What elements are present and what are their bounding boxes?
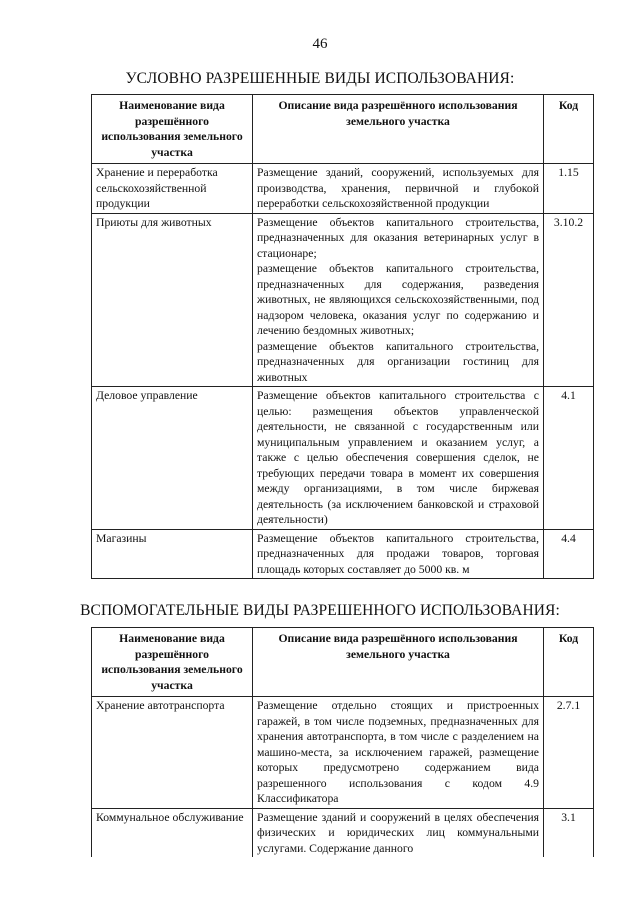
use-name-cell: Деловое управление: [92, 387, 253, 530]
table-row: [92, 529, 594, 579]
use-name-cell: Приюты для животных: [92, 213, 253, 387]
use-name-cell: Коммунальное обслуживание: [92, 808, 253, 857]
description-paragraph: размещение объектов капитального строительства, предназначенных для организации гостиниц для животных: [257, 339, 539, 384]
use-description-cell: [253, 697, 544, 809]
use-description-cell: [253, 387, 544, 530]
header-name: Наименование вида разрешённого использования земельного участка: [92, 628, 253, 697]
header-code: Код: [544, 628, 594, 697]
table-row: [92, 387, 594, 530]
use-code-cell: 4.1: [544, 387, 594, 530]
table-row: [92, 697, 594, 809]
description-paragraph: Размещение зданий, сооружений, используемых для производства, хранения, первичной и глубокой переработки сельскохозяйственной продукции: [257, 166, 539, 210]
description-paragraph: Размещение объектов капитального строительства, предназначенных для продажи товаров, торговая площадь которых составляет до 5000 кв. м: [257, 531, 539, 576]
header-name: Наименование вида разрешённого использования земельного участка: [92, 95, 253, 164]
table-row: [92, 164, 594, 214]
use-description-cell: [253, 808, 544, 857]
table-header-row: [92, 628, 594, 697]
header-code: Код: [544, 95, 594, 164]
section-title-auxiliary: ВСПОМОГАТЕЛЬНЫЕ ВИДЫ РАЗРЕШЕННОГО ИСПОЛЬЗОВАНИЯ:: [80, 602, 560, 619]
header-description: Описание вида разрешённого использования земельного участка: [253, 95, 544, 164]
use-name-cell: Хранение и переработка сельскохозяйственной продукции: [92, 164, 253, 214]
use-code-cell: 3.10.2: [544, 213, 594, 387]
table-header-row: [92, 95, 594, 164]
table-row: [92, 808, 594, 857]
table-body: [92, 697, 594, 858]
description-paragraph: Размещение объектов капитального строительства, предназначенных для оказания ветеринарных услуг в стационаре;: [257, 215, 539, 260]
table-row: [92, 213, 594, 387]
description-paragraph: Размещение объектов капитального строительства с целью: размещения объектов управленческой деятельности, не связанной с государственным или муниципальным управлением и оказанием услуг, а также с целью обеспечения совершения сделок, не требующих передачи товара в момент их совершения между организациями, в том числе биржевая деятельность (за исключением банковской и страховой деятельности): [257, 389, 539, 526]
auxiliary-use-table: [91, 627, 594, 857]
conditional-use-table: [91, 94, 594, 579]
section-title-conditional: УСЛОВНО РАЗРЕШЕННЫЕ ВИДЫ ИСПОЛЬЗОВАНИЯ:: [125, 70, 515, 87]
use-code-cell: 2.7.1: [544, 697, 594, 809]
use-code-cell: 3.1: [544, 808, 594, 857]
header-description: Описание вида разрешённого использования земельного участка: [253, 628, 544, 697]
use-description-cell: [253, 213, 544, 387]
use-code-cell: 4.4: [544, 529, 594, 579]
use-name-cell: Хранение автотранспорта: [92, 697, 253, 809]
use-name-cell: Магазины: [92, 529, 253, 579]
use-description-cell: [253, 164, 544, 214]
table-body: [92, 164, 594, 579]
description-paragraph: размещение объектов капитального строительства, предназначенных для содержания, разведения животных, не являющихся сельскохозяйственными, под надзором человека, оказания услуг по содержанию и лечению бездомных животных;: [257, 262, 539, 337]
description-paragraph: Размещение зданий и сооружений в целях обеспечения физических и юридических лиц коммунальными услугами. Содержание данного: [257, 810, 539, 855]
use-description-cell: [253, 529, 544, 579]
description-paragraph: Размещение отдельно стоящих и пристроенных гаражей, в том числе подземных, предназначенных для хранения автотранспорта, в том числе с разделением на машино-места, за исключением гаражей, размещение которых предусмотрено содержанием вида разрешенного использования с кодом 4.9 Классификатора: [257, 699, 539, 805]
use-code-cell: 1.15: [544, 164, 594, 214]
page-number: 46: [312, 36, 328, 52]
